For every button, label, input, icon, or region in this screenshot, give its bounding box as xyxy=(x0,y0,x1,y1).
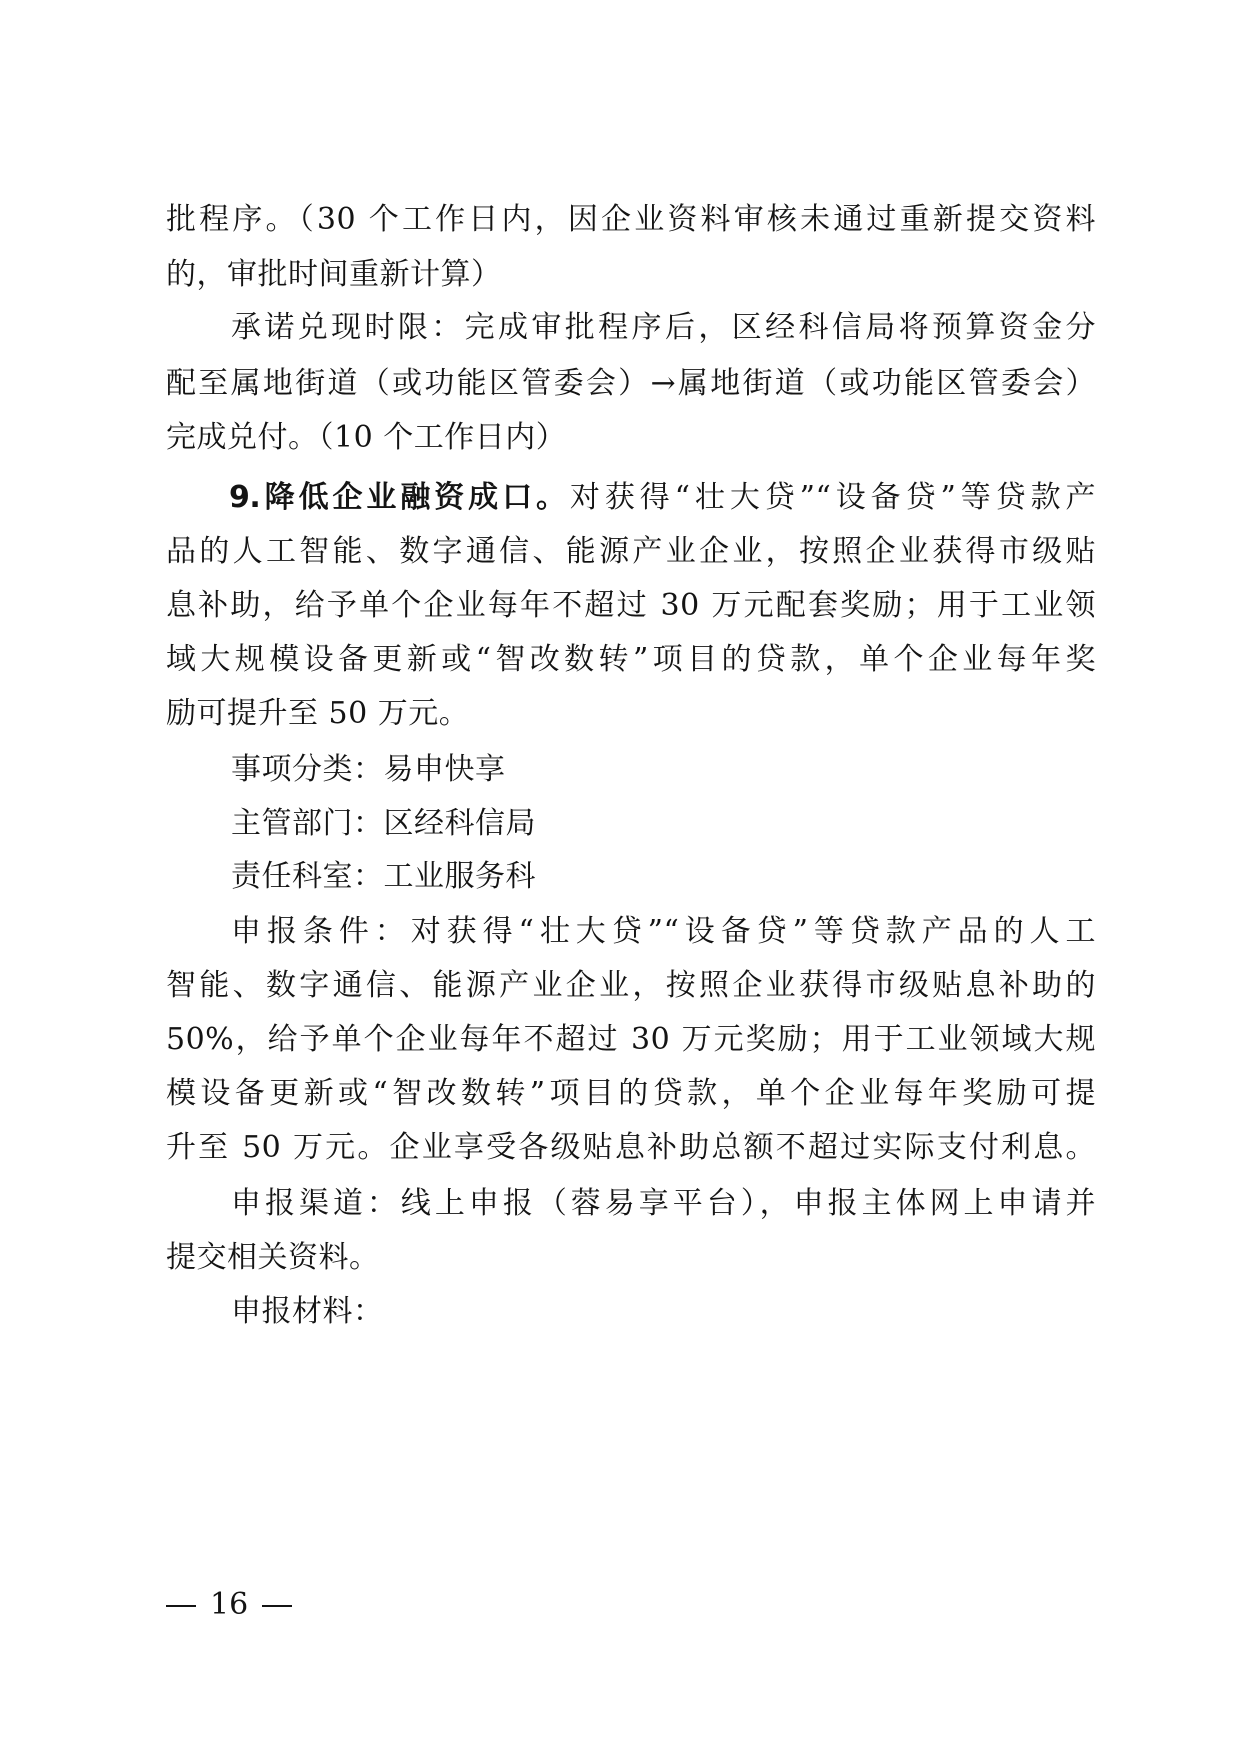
footer-right-dash xyxy=(262,1605,292,1607)
item9-line-4: 域大规模设备更新或“智改数转”项目的贷款，单个企业每年奖 xyxy=(166,642,1096,677)
item9-line-5: 励可提升至 50 万元。 xyxy=(166,696,470,731)
item9-heading: 9.降低企业融资成口。 xyxy=(229,480,570,515)
commitment-line-2: 配至属地街道（或功能区管委会）→属地街道（或功能区管委会） xyxy=(166,366,1096,401)
page-footer xyxy=(166,1585,292,1625)
item9-line-2: 品的人工智能、数字通信、能源产业企业，按照企业获得市级贴 xyxy=(166,534,1096,569)
continuation-line-2: 的，审批时间重新计算） xyxy=(166,257,502,292)
field-category: 事项分类：易申快享 xyxy=(231,752,506,787)
field-office: 责任科室：工业服务科 xyxy=(231,859,536,894)
page-number: 16 xyxy=(210,1587,249,1622)
conditions-line-2: 智能、数字通信、能源产业企业，按照企业获得市级贴息补助的 xyxy=(166,968,1096,1003)
item9-first-line-rest: 对获得“壮大贷”“设备贷”等贷款产 xyxy=(569,480,1096,515)
field-department: 主管部门：区经科信局 xyxy=(231,806,536,841)
commitment-line-3: 完成兑付。（10 个工作日内） xyxy=(166,420,567,455)
channel-line-2: 提交相关资料。 xyxy=(166,1240,380,1275)
materials-label: 申报材料： xyxy=(231,1294,384,1329)
continuation-line-1: 批程序。（30 个工作日内，因企业资料审核未通过重新提交资料 xyxy=(166,202,1096,237)
footer-left-dash xyxy=(166,1605,196,1607)
conditions-line-3: 50%，给予单个企业每年不超过 30 万元奖励；用于工业领域大规 xyxy=(166,1022,1096,1057)
conditions-line-5: 升至 50 万元。企业享受各级贴息补助总额不超过实际支付利息。 xyxy=(166,1130,1096,1165)
commitment-line-1: 承诺兑现时限：完成审批程序后，区经科信局将预算资金分 xyxy=(231,310,1096,345)
item9-line-3: 息补助，给予单个企业每年不超过 30 万元配套奖励；用于工业领 xyxy=(166,588,1096,623)
conditions-line-1: 申报条件：对获得“壮大贷”“设备贷”等贷款产品的人工 xyxy=(231,914,1096,949)
conditions-line-4: 模设备更新或“智改数转”项目的贷款，单个企业每年奖励可提 xyxy=(166,1076,1096,1111)
item9-first-line xyxy=(229,478,1096,518)
channel-line-1: 申报渠道：线上申报（蓉易享平台），申报主体网上申请并 xyxy=(231,1186,1096,1221)
